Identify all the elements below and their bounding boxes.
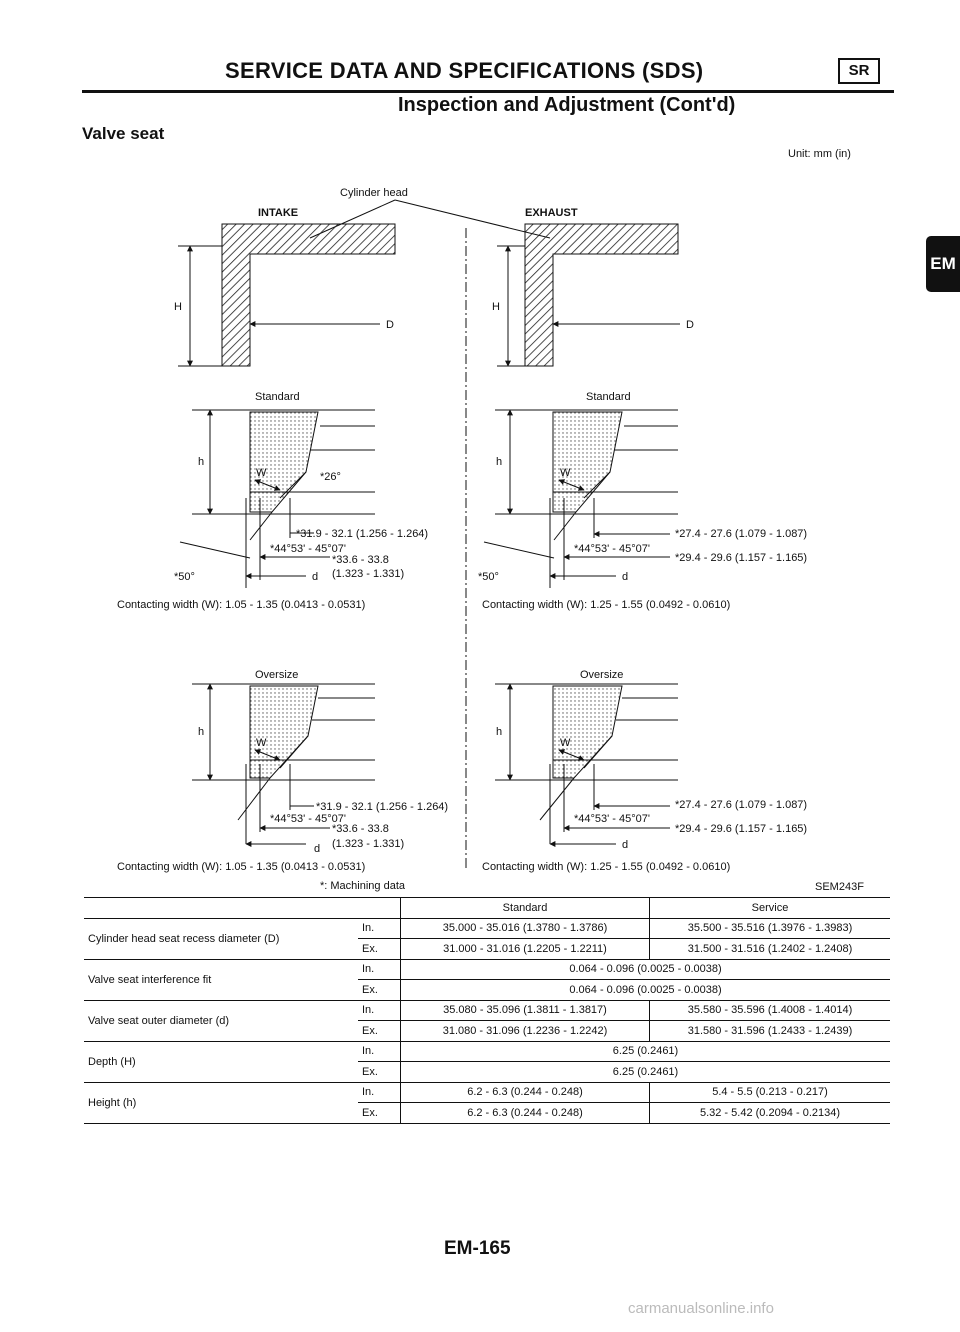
cell: 6.25 (0.2461) — [401, 1062, 891, 1083]
intake-standard-label: Standard — [255, 391, 300, 403]
table-header-row — [84, 898, 890, 919]
exhaust-std-contact: Contacting width (W): 1.25 - 1.55 (0.0492 - 0.0610) — [482, 599, 731, 611]
intake-std-26deg: *26° — [320, 471, 341, 483]
unit-label: Unit: mm (in) — [788, 148, 851, 160]
row-ex: Ex. — [358, 980, 401, 1001]
cell: 35.080 - 35.096 (1.3811 - 1.3817) — [401, 1000, 650, 1021]
intake-ovr-w1: *31.9 - 32.1 (1.256 - 1.264) — [316, 801, 449, 813]
intake-ovr-contact: Contacting width (W): 1.05 - 1.35 (0.0413 - 0.0531) — [117, 861, 366, 873]
exhaust-ovr-W: W — [560, 737, 571, 749]
figure-code: SEM243F — [815, 881, 864, 893]
intake-ovr-w2b: (1.323 - 1.331) — [332, 838, 405, 850]
exhaust-std-50deg: *50° — [478, 571, 499, 583]
intake-std-h: h — [198, 456, 205, 468]
valve-seat-spec-table — [84, 897, 890, 1124]
cell: 5.4 - 5.5 (0.213 - 0.217) — [650, 1082, 891, 1103]
cell: 35.500 - 35.516 (1.3976 - 1.3983) — [650, 918, 891, 939]
row-ex: Ex. — [358, 939, 401, 960]
exhaust-standard-label: Standard — [586, 391, 631, 403]
exhaust-std-h: h — [496, 456, 503, 468]
intake-oversize-seat — [117, 669, 448, 892]
row-ex: Ex. — [358, 1103, 401, 1124]
intake-ovr-d: d — [314, 843, 321, 855]
sr-badge: SR — [838, 58, 880, 84]
table-row — [84, 1000, 890, 1021]
exhaust-ovr-h: h — [496, 726, 503, 738]
exhaust-std-d: d — [622, 571, 629, 583]
cell: 6.25 (0.2461) — [401, 1041, 891, 1062]
row-in: In. — [362, 1004, 375, 1017]
intake-std-w1: *31.9 - 32.1 (1.256 - 1.264) — [296, 528, 429, 540]
table-row — [84, 1041, 890, 1062]
exhaust-std-w1: *27.4 - 27.6 (1.079 - 1.087) — [675, 528, 808, 540]
exhaust-H: H — [492, 301, 500, 313]
intake-label: INTAKE — [258, 207, 299, 219]
row-in: In. — [362, 922, 375, 935]
watermark: carmanualsonline.info — [628, 1300, 774, 1317]
machining-note: *: Machining data — [320, 880, 405, 892]
cylinder-head-label: Cylinder head — [340, 187, 408, 199]
cell: 31.080 - 31.096 (1.2236 - 1.2242) — [401, 1021, 650, 1042]
exhaust-ovr-contact: Contacting width (W): 1.25 - 1.55 (0.0492 - 0.0610) — [482, 861, 731, 873]
cell: 35.000 - 35.016 (1.3780 - 1.3786) — [401, 918, 650, 939]
page-title: SERVICE DATA AND SPECIFICATIONS (SDS) — [225, 58, 704, 83]
page-subtitle: Inspection and Adjustment (Cont'd) — [398, 94, 736, 116]
cell: 31.580 - 31.596 (1.2433 - 1.2439) — [650, 1021, 891, 1042]
intake-D: D — [386, 319, 394, 331]
intake-std-45deg: *44°53' - 45°07' — [270, 543, 346, 555]
row-label: Valve seat interference fit — [88, 973, 212, 986]
intake-std-w2: *33.6 - 33.8 — [332, 554, 389, 566]
intake-oversize-label: Oversize — [255, 669, 299, 681]
section-heading: Valve seat — [82, 124, 165, 143]
intake-head-section — [174, 224, 395, 366]
exhaust-ovr-w1: *27.4 - 27.6 (1.079 - 1.087) — [675, 799, 808, 811]
row-ex: Ex. — [358, 1021, 401, 1042]
exhaust-std-45deg: *44°53' - 45°07' — [574, 543, 650, 555]
exhaust-label: EXHAUST — [525, 207, 578, 219]
intake-std-contact: Contacting width (W): 1.05 - 1.35 (0.0413 - 0.0531) — [117, 599, 366, 611]
row-label: Height (h) — [88, 1096, 137, 1109]
cell: 0.064 - 0.096 (0.0025 - 0.0038) — [401, 959, 891, 980]
exhaust-D: D — [686, 319, 694, 331]
row-in: In. — [362, 1045, 375, 1058]
table-row — [84, 918, 890, 939]
row-label: Valve seat outer diameter (d) — [88, 1014, 230, 1027]
intake-std-d: d — [312, 571, 319, 583]
row-in: In. — [362, 1086, 375, 1099]
exhaust-oversize-seat — [482, 669, 807, 873]
intake-ovr-h: h — [198, 726, 205, 738]
exhaust-ovr-w2: *29.4 - 29.6 (1.157 - 1.165) — [675, 823, 808, 835]
row-label: Cylinder head seat recess diameter (D) — [88, 932, 280, 945]
cell: 31.500 - 31.516 (1.2402 - 1.2408) — [650, 939, 891, 960]
table-row — [84, 959, 890, 980]
col-standard: Standard — [401, 898, 650, 919]
cell: 31.000 - 31.016 (1.2205 - 1.2211) — [401, 939, 650, 960]
em-section-tab[interactable]: EM — [926, 236, 960, 292]
intake-std-W: W — [256, 467, 267, 479]
row-in: In. — [362, 963, 375, 976]
exhaust-std-W: W — [560, 467, 571, 479]
header-rule — [82, 90, 894, 93]
intake-H: H — [174, 301, 182, 313]
intake-standard-seat — [117, 391, 428, 611]
cell: 0.064 - 0.096 (0.0025 - 0.0038) — [401, 980, 891, 1001]
cell: 35.580 - 35.596 (1.4008 - 1.4014) — [650, 1000, 891, 1021]
exhaust-std-w2: *29.4 - 29.6 (1.157 - 1.165) — [675, 552, 808, 564]
exhaust-ovr-d: d — [622, 839, 629, 851]
row-label: Depth (H) — [88, 1055, 136, 1068]
intake-ovr-w2: *33.6 - 33.8 — [332, 823, 389, 835]
col-service: Service — [650, 898, 891, 919]
exhaust-ovr-45deg: *44°53' - 45°07' — [574, 813, 650, 825]
cell: 5.32 - 5.42 (0.2094 - 0.2134) — [650, 1103, 891, 1124]
intake-std-50deg: *50° — [174, 571, 195, 583]
exhaust-standard-seat — [478, 391, 807, 611]
exhaust-head-section — [492, 224, 694, 366]
intake-std-w2b: (1.323 - 1.331) — [332, 568, 405, 580]
cell: 6.2 - 6.3 (0.244 - 0.248) — [401, 1082, 650, 1103]
valve-seat-diagram — [110, 180, 900, 895]
cell: 6.2 - 6.3 (0.244 - 0.248) — [401, 1103, 650, 1124]
row-ex: Ex. — [358, 1062, 401, 1083]
intake-ovr-45deg: *44°53' - 45°07' — [270, 813, 346, 825]
page-number: EM-165 — [444, 1238, 511, 1259]
intake-ovr-W: W — [256, 737, 267, 749]
exhaust-oversize-label: Oversize — [580, 669, 624, 681]
table-row — [84, 1082, 890, 1103]
